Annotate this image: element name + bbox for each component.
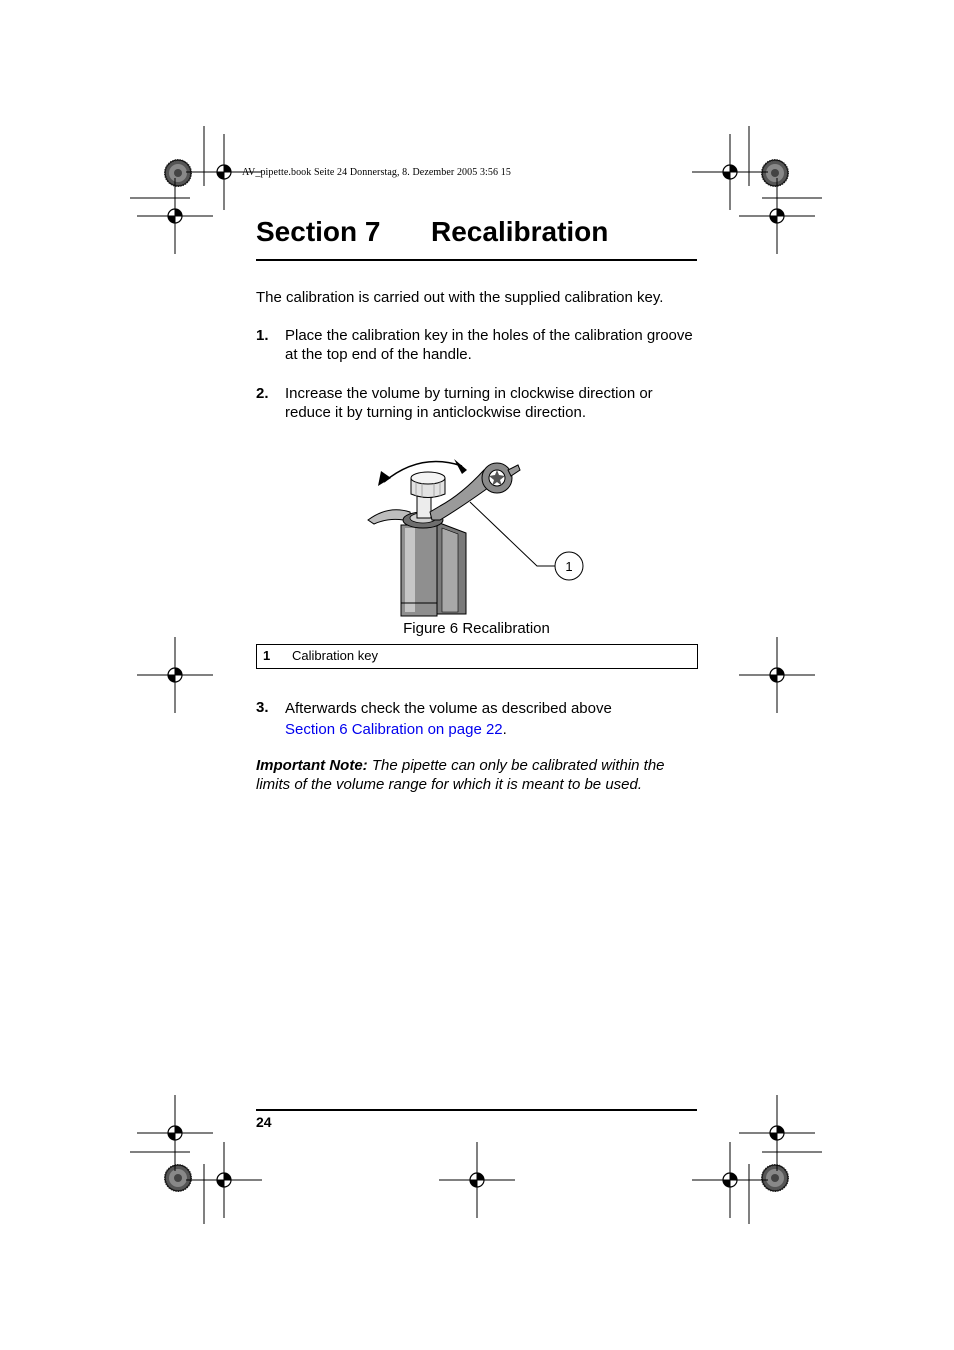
cross-reference-link[interactable]: Section 6 Calibration on page 22 [285, 721, 503, 738]
section-number: Section 7 [256, 216, 381, 247]
legend-number: 1 [263, 648, 271, 663]
note-text: The pipette can only be calibrated within the limits of the volume range for which it is meant to be used. [256, 757, 665, 793]
footer-rule [256, 1109, 697, 1111]
page-number: 24 [256, 1114, 272, 1130]
section-title: Recalibration [431, 216, 609, 247]
figure-callout: 1 [565, 559, 573, 574]
step-text-end: . [502, 721, 507, 738]
step-number: 3. [256, 699, 269, 716]
step-text [285, 698, 697, 740]
print-slug: AV_pipette.book Seite 24 Donnerstag, 8. Dezember 2005 3:56 15 [242, 167, 511, 178]
step-number: 1. [256, 327, 269, 344]
step-text: Place the calibration key in the holes of the calibration groove at the top end of the handle. [285, 327, 693, 363]
note-label: Important Note: [256, 757, 368, 774]
step-text: Increase the volume by turning in clockwise direction or reduce it by turning in anticlockwise direction. [285, 385, 653, 421]
heading-rule [256, 259, 697, 261]
intro-paragraph: The calibration is carried out with the supplied calibration key. [256, 289, 664, 306]
legend-label: Calibration key [292, 648, 378, 663]
figure-caption: Figure 6 Recalibration [403, 620, 550, 637]
step-number: 2. [256, 385, 269, 402]
figure-legend-table [256, 644, 698, 669]
step-text-main: Afterwards check the volume as described above [285, 700, 612, 717]
important-note [256, 756, 697, 794]
recalibration-figure [360, 448, 600, 618]
